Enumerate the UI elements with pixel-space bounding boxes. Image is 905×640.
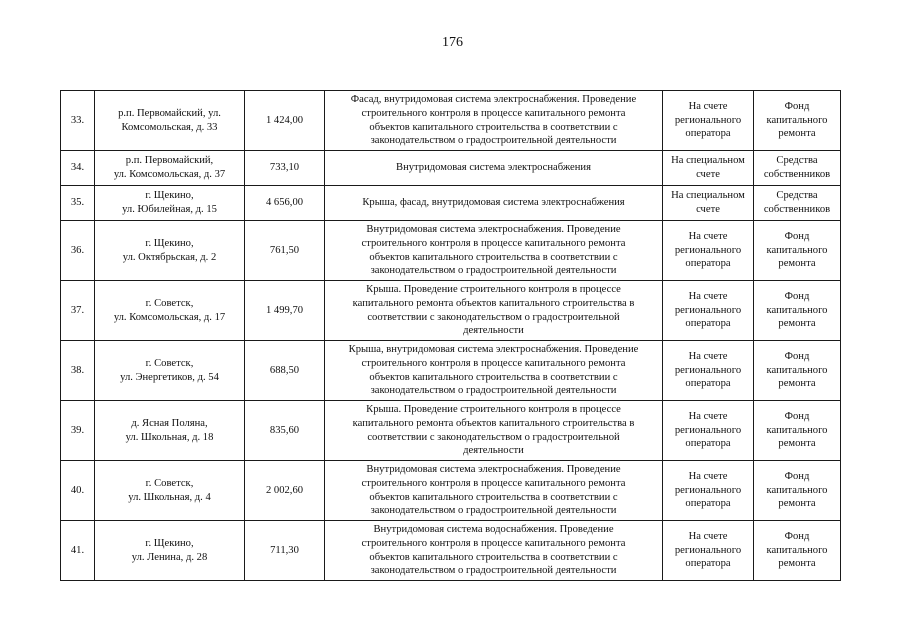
works-line: строительного контроля в процессе капитального ремонта [361,537,626,549]
account-type-cell [663,186,754,221]
account-type-line: На счете [688,471,728,483]
area-cell: 835,60 [245,401,325,461]
funding-source-line: Средства [776,190,818,202]
address-cell [95,91,245,151]
funding-source-cell [754,221,841,281]
account-type-line: регионального [674,484,742,496]
account-type-cell [663,401,754,461]
address-cell [95,341,245,401]
funding-source-line: ремонта [778,128,816,140]
account-type-cell [663,221,754,281]
funding-source-line: ремонта [778,558,816,570]
account-type-line: оператора [685,318,731,330]
address-cell [95,401,245,461]
funding-source-line: ремонта [778,498,816,510]
works-line: Крыша. Проведение строительного контроля в процессе [366,404,621,416]
table-row [61,186,841,221]
account-type-line: счете [696,169,720,180]
funding-source-line: капитального [766,484,828,496]
address-line: г. Советск, [145,297,194,309]
address-line: ул. Комсомольская, д. 37 [113,169,226,180]
address-line: г. Щекино, [145,237,194,249]
row-number-cell: 41. [61,521,95,581]
funding-source-line: ремонта [778,258,816,270]
works-line: законодательством о градостроительной деятельности [370,385,617,397]
area-cell: 733,10 [245,151,325,186]
row-number-cell: 34. [61,151,95,186]
funding-source-cell [754,91,841,151]
funding-source-line: Фонд [784,101,810,113]
works-line: объектов капитального строительства в соответствии с [369,371,618,383]
works-cell [325,461,663,521]
account-type-cell [663,151,754,186]
area-cell: 4 656,00 [245,186,325,221]
funding-source-cell [754,461,841,521]
table-row [61,151,841,186]
account-type-line: На счете [688,291,728,303]
table-body [61,91,841,581]
works-line: капитального ремонта объектов капитального строительства в [352,297,635,309]
funding-source-line: Фонд [784,471,810,483]
account-type-line: регионального [674,114,742,126]
address-line: Комсомольская, д. 33 [121,121,218,133]
address-line: р.п. Первомайский, [125,155,214,167]
address-line: д. Ясная Поляна, [131,417,208,429]
funding-source-line: капитального [766,544,828,556]
works-cell [325,186,663,221]
account-type-line: регионального [674,304,742,316]
works-cell [325,151,663,186]
address-line: ул. Школьная, д. 18 [125,431,214,443]
address-line: ул. Школьная, д. 4 [128,491,211,503]
account-type-line: оператора [685,438,731,450]
table-row [61,281,841,341]
address-cell [95,186,245,221]
funding-source-line: Фонд [784,291,810,303]
funding-source-line: собственников [763,169,831,180]
address-cell [95,221,245,281]
address-line: ул. Энергетиков, д. 54 [120,371,219,383]
works-line: строительного контроля в процессе капитального ремонта [361,477,626,489]
funding-source-line: ремонта [778,438,816,450]
row-number-cell: 36. [61,221,95,281]
works-line: Фасад, внутридомовая система электроснабжения. Проведение [350,94,637,106]
funding-source-line: Фонд [784,411,810,423]
address-line: г. Советск, [145,357,194,369]
address-line: г. Щекино, [145,537,194,549]
funding-source-cell [754,186,841,221]
funding-source-cell [754,341,841,401]
account-type-cell [663,281,754,341]
account-type-line: оператора [685,498,731,510]
address-cell [95,281,245,341]
works-line: объектов капитального строительства в соответствии с [369,551,618,563]
funding-source-line: капитального [766,114,828,126]
table-row [61,221,841,281]
works-cell [325,521,663,581]
account-type-line: На специальном [671,155,745,167]
area-cell: 2 002,60 [245,461,325,521]
works-line: деятельности [463,445,524,457]
table-row [61,521,841,581]
works-line: соответствии с законодательством о градостроительной [367,431,620,443]
works-cell [325,281,663,341]
table-row [61,461,841,521]
area-cell: 711,30 [245,521,325,581]
account-type-line: регионального [674,244,742,256]
funding-source-line: капитального [766,364,828,376]
row-number-cell: 35. [61,186,95,221]
area-cell: 1 499,70 [245,281,325,341]
account-type-line: На счете [688,411,728,423]
works-cell [325,221,663,281]
address-line: ул. Ленина, д. 28 [131,551,208,563]
account-type-line: регионального [674,364,742,376]
area-cell: 1 424,00 [245,91,325,151]
table-row [61,91,841,151]
account-type-line: оператора [685,378,731,390]
table-row [61,341,841,401]
address-line: г. Советск, [145,477,194,489]
account-type-line: оператора [685,258,731,270]
works-cell [325,401,663,461]
works-line: строительного контроля в процессе капитального ремонта [361,357,626,369]
funding-source-line: Средства [776,155,818,167]
account-type-line: счете [696,204,720,215]
area-cell: 761,50 [245,221,325,281]
address-line: р.п. Первомайский, ул. [118,107,221,119]
address-line: г. Щекино, [145,190,194,202]
funding-source-line: капитального [766,304,828,316]
works-line: Внутридомовая система электроснабжения. Проведение [366,464,621,476]
works-line: объектов капитального строительства в соответствии с [369,121,618,133]
works-line: законодательством о градостроительной деятельности [370,135,617,147]
address-line: ул. Юбилейная, д. 15 [122,204,217,215]
account-type-line: оператора [685,128,731,140]
funding-source-line: ремонта [778,318,816,330]
works-line: соответствии с законодательством о градостроительной [367,311,620,323]
row-number-cell: 40. [61,461,95,521]
funding-source-line: капитального [766,244,828,256]
account-type-line: На счете [688,231,728,243]
address-cell [95,521,245,581]
works-line: законодательством о градостроительной деятельности [370,505,617,517]
table-row [61,401,841,461]
works-line: Крыша. Проведение строительного контроля в процессе [366,284,621,296]
account-type-cell [663,341,754,401]
account-type-line: регионального [674,424,742,436]
funding-source-cell [754,521,841,581]
area-cell: 688,50 [245,341,325,401]
works-line: Внутридомовая система водоснабжения. Проведение [373,524,614,536]
works-cell [325,341,663,401]
funding-source-line: Фонд [784,351,810,363]
row-number-cell: 39. [61,401,95,461]
works-cell [325,91,663,151]
account-type-cell [663,461,754,521]
works-line: Внутридомовая система электроснабжения [396,162,591,174]
account-type-cell [663,521,754,581]
account-type-line: На счете [688,351,728,363]
address-cell [95,151,245,186]
works-line: Крыша, фасад, внутридомовая система электроснабжения [362,197,625,209]
row-number-cell: 37. [61,281,95,341]
works-line: законодательством о градостроительной деятельности [370,565,617,577]
account-type-line: На счете [688,531,728,543]
works-line: Внутридомовая система электроснабжения. Проведение [366,224,621,236]
capital-repair-table [60,90,841,581]
funding-source-line: собственников [763,204,831,215]
funding-source-cell [754,151,841,186]
account-type-line: регионального [674,544,742,556]
works-line: объектов капитального строительства в соответствии с [369,251,618,263]
account-type-line: На специальном [671,190,745,202]
works-line: объектов капитального строительства в соответствии с [369,491,618,503]
funding-source-line: капитального [766,424,828,436]
works-line: строительного контроля в процессе капитального ремонта [361,107,626,119]
funding-source-line: Фонд [784,531,810,543]
funding-source-line: Фонд [784,231,810,243]
account-type-line: На счете [688,101,728,113]
account-type-cell [663,91,754,151]
address-line: ул. Октябрьская, д. 2 [122,251,217,263]
address-cell [95,461,245,521]
account-type-line: оператора [685,558,731,570]
row-number-cell: 38. [61,341,95,401]
row-number-cell: 33. [61,91,95,151]
page-number: 176 [442,35,463,50]
funding-source-cell [754,401,841,461]
address-line: ул. Комсомольская, д. 17 [113,311,226,323]
works-line: Крыша, внутридомовая система электроснабжения. Проведение [348,344,639,356]
works-line: законодательством о градостроительной деятельности [370,265,617,277]
works-line: капитального ремонта объектов капитального строительства в [352,417,635,429]
works-line: деятельности [463,325,524,337]
funding-source-cell [754,281,841,341]
works-line: строительного контроля в процессе капитального ремонта [361,237,626,249]
funding-source-line: ремонта [778,378,816,390]
